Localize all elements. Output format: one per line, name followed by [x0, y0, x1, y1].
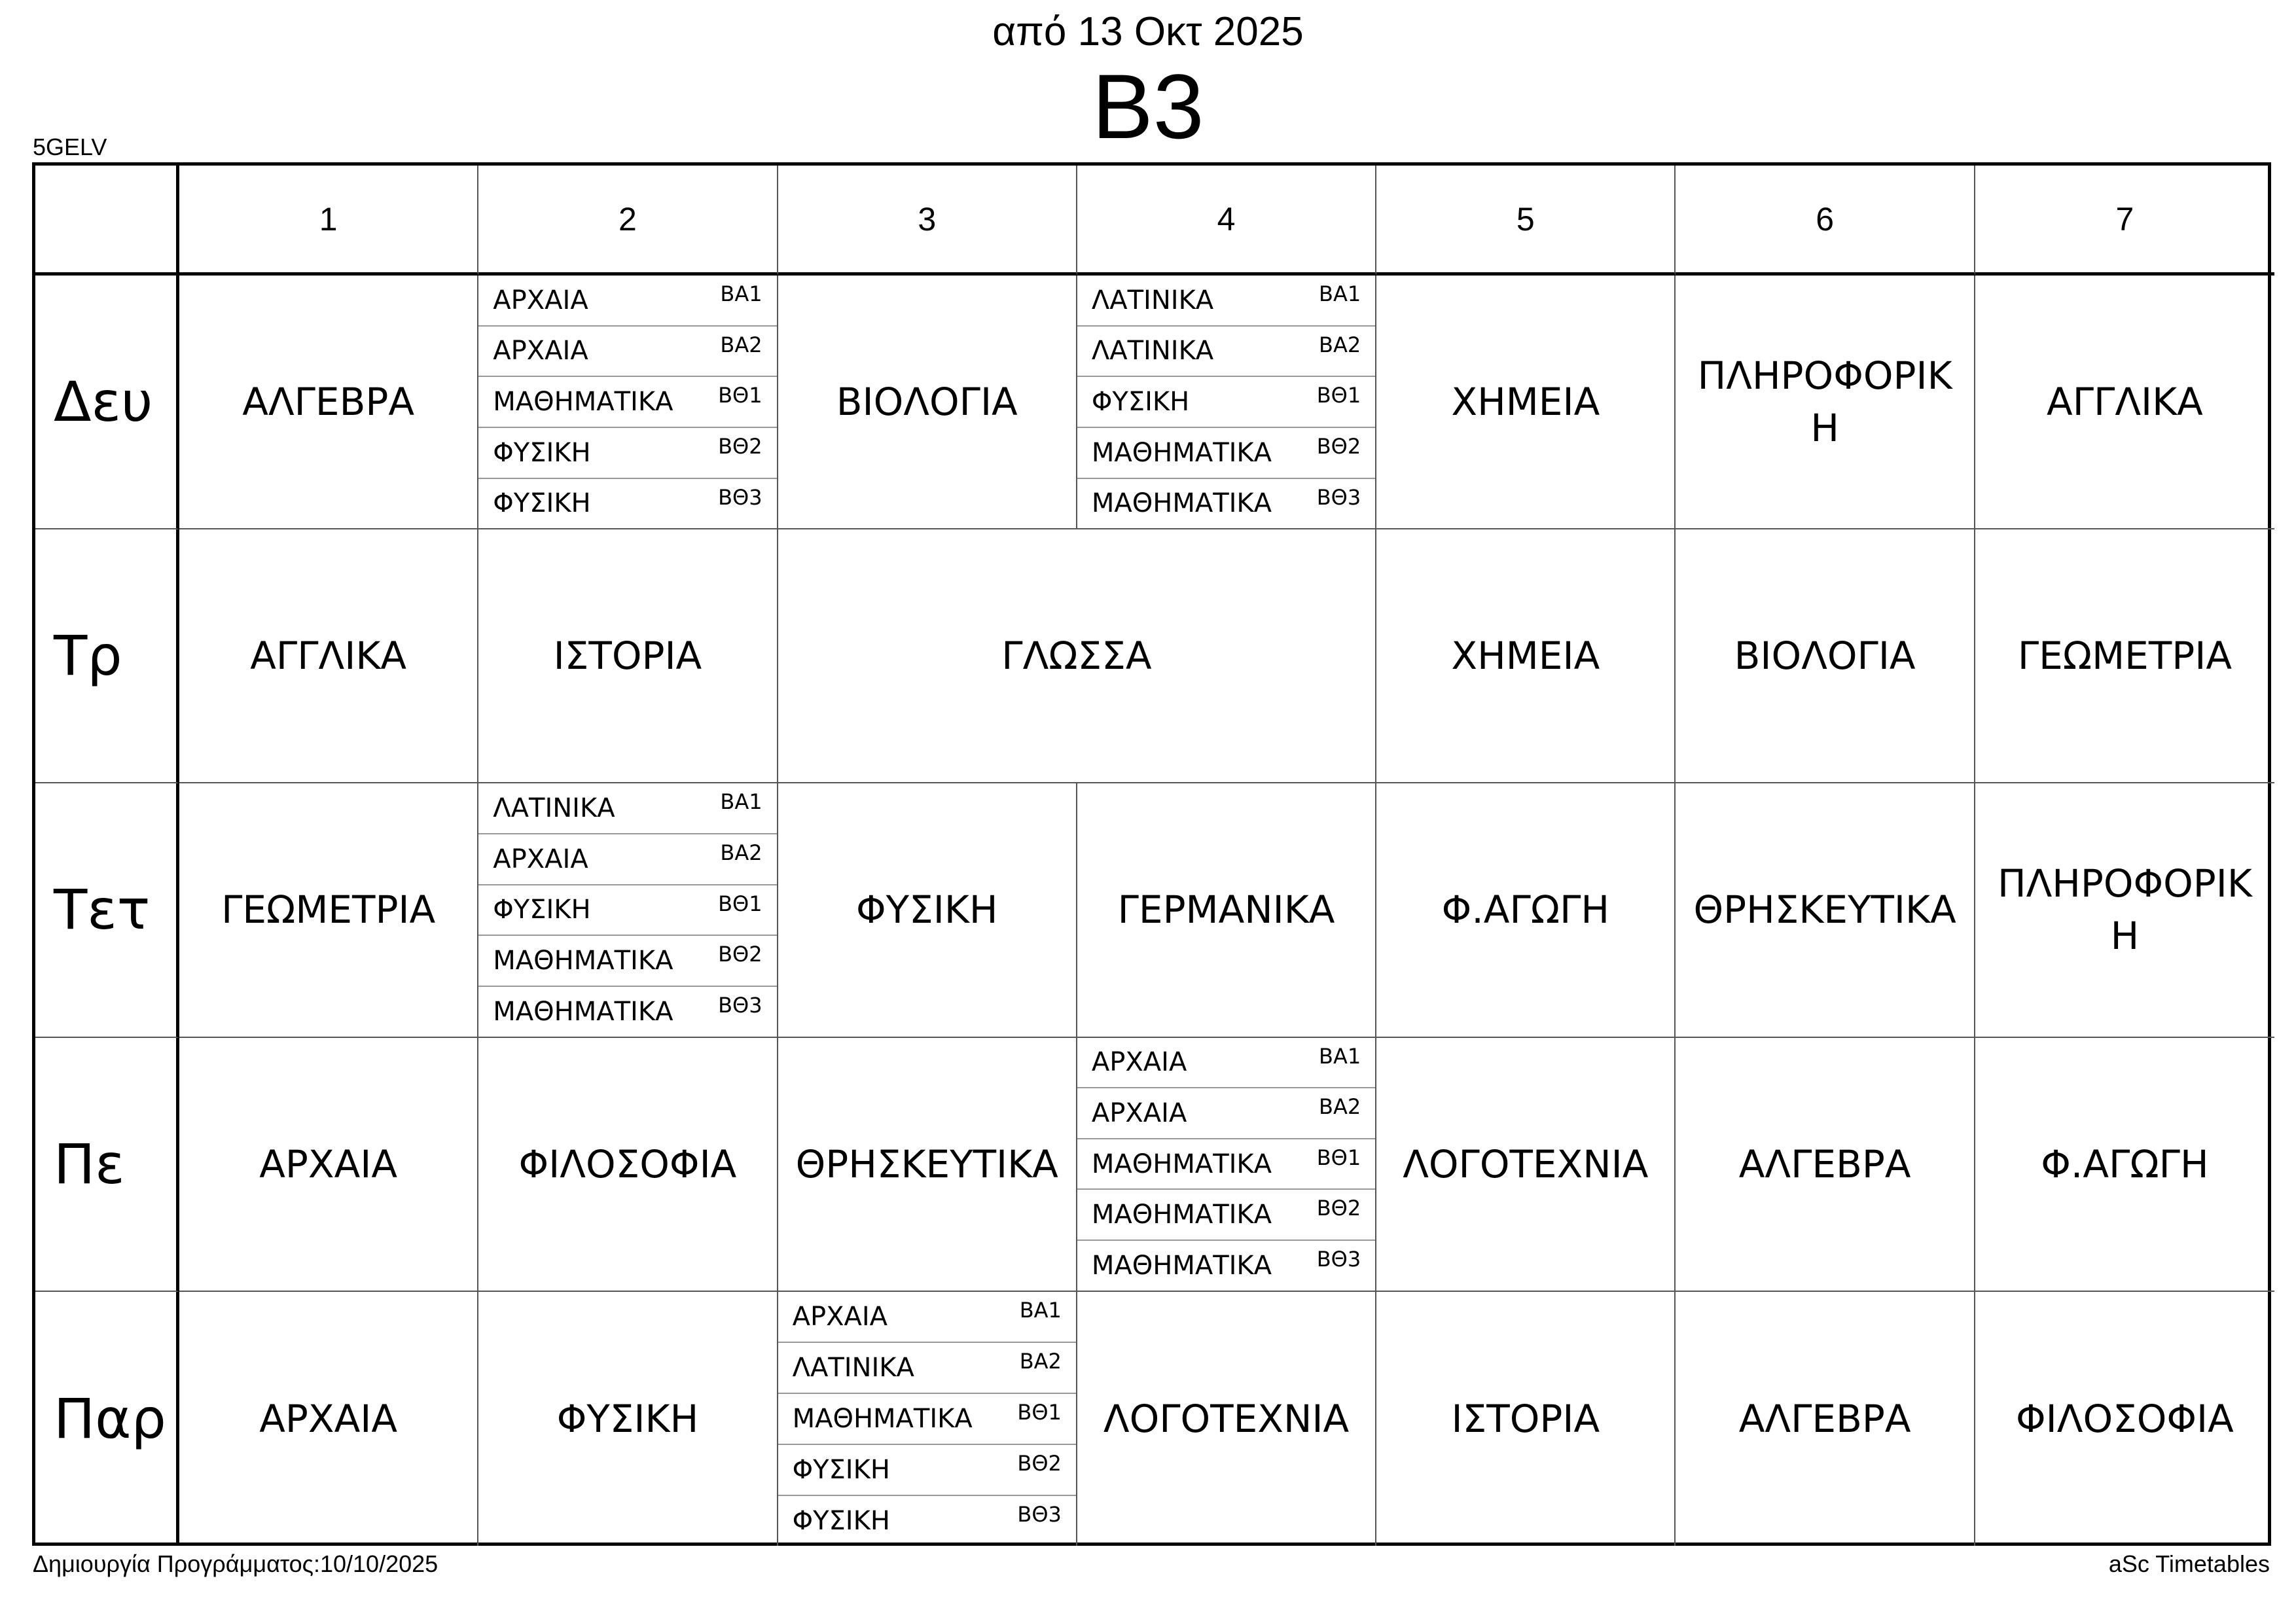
group-subject: ΜΑΘΗΜΑΤΙΚΑ — [1091, 1250, 1272, 1281]
lesson-cell: ΦΥΣΙΚΗ — [478, 1292, 778, 1546]
group-subject: ΜΑΘΗΜΑΤΙΚΑ — [493, 996, 673, 1027]
group-code: ΒΘ1 — [1017, 1399, 1062, 1425]
group-lesson — [478, 276, 776, 327]
lesson-cell: ΓΕΩΜΕΤΡΙΑ — [179, 783, 478, 1037]
group-code: ΒΑ1 — [1318, 1043, 1361, 1069]
lesson-cell: ΓΛΩΣΣΑ — [778, 529, 1377, 783]
group-lesson — [478, 783, 776, 834]
group-lesson — [1077, 327, 1375, 378]
group-code: ΒΑ1 — [720, 281, 762, 306]
timetable-date: από 13 Οκτ 2025 — [992, 9, 1304, 54]
group-lesson — [1077, 1088, 1375, 1139]
lesson-cell: ΑΓΓΛΙΚΑ — [1975, 276, 2274, 529]
group-subject: ΑΡΧΑΙΑ — [1091, 1098, 1187, 1129]
group-lesson — [478, 834, 776, 885]
lesson-cell: Φ.ΑΓΩΓΗ — [1975, 1038, 2274, 1292]
lesson-cell: ΛΟΓΟΤΕΧΝΙΑ — [1077, 1292, 1376, 1546]
group-lesson — [478, 479, 776, 529]
group-code: ΒΘ1 — [1316, 383, 1361, 408]
group-code: ΒΘ2 — [1017, 1450, 1062, 1476]
lesson-group-cell — [1077, 1038, 1376, 1292]
group-subject: ΜΑΘΗΜΑΤΙΚΑ — [1091, 1149, 1272, 1179]
period-header: 1 — [179, 166, 478, 276]
lesson-cell: ΦΥΣΙΚΗ — [778, 783, 1077, 1037]
lesson-cell: ΧΗΜΕΙΑ — [1376, 529, 1676, 783]
group-lesson — [1077, 1190, 1375, 1241]
lesson-cell: ΧΗΜΕΙΑ — [1376, 276, 1676, 529]
day-header: Παρ — [35, 1292, 179, 1546]
group-lesson — [478, 327, 776, 378]
group-subject: ΜΑΘΗΜΑΤΙΚΑ — [493, 946, 673, 976]
day-header: Πε — [35, 1038, 179, 1292]
group-lesson — [478, 936, 776, 987]
group-subject: ΦΥΣΙΚΗ — [1091, 387, 1190, 418]
group-subject: ΜΑΘΗΜΑΤΙΚΑ — [1091, 437, 1272, 468]
lesson-cell: ΑΛΓΕΒΡΑ — [1676, 1038, 1975, 1292]
group-lesson — [778, 1394, 1076, 1445]
lesson-cell: ΒΙΟΛΟΓΙΑ — [1676, 529, 1975, 783]
lesson-cell: ΠΛΗΡΟΦΟΡΙΚ Η — [1975, 783, 2274, 1037]
day-header: Δευ — [35, 276, 179, 529]
lesson-cell: ΒΙΟΛΟΓΙΑ — [778, 276, 1077, 529]
group-subject: ΛΑΤΙΝΙΚΑ — [1091, 336, 1214, 366]
group-subject: ΜΑΘΗΜΑΤΙΚΑ — [493, 387, 673, 418]
group-code: ΒΑ2 — [720, 332, 762, 357]
group-lesson — [1077, 1139, 1375, 1190]
group-code: ΒΘ3 — [1316, 484, 1361, 510]
group-subject: ΜΑΘΗΜΑΤΙΚΑ — [1091, 488, 1272, 519]
group-subject: ΦΥΣΙΚΗ — [493, 437, 591, 468]
timetable-grid — [32, 162, 2271, 1546]
group-subject: ΛΑΤΙΝΙΚΑ — [792, 1352, 914, 1383]
group-code: ΒΑ1 — [720, 789, 762, 815]
lesson-cell: ΙΣΤΟΡΙΑ — [478, 529, 778, 783]
period-header: 6 — [1676, 166, 1975, 276]
lesson-cell: Φ.ΑΓΩΓΗ — [1376, 783, 1676, 1037]
lesson-cell: ΑΡΧΑΙΑ — [179, 1292, 478, 1546]
lesson-group-cell — [1077, 276, 1376, 529]
group-lesson — [1077, 479, 1375, 529]
group-lesson — [1077, 428, 1375, 479]
period-header: 7 — [1975, 166, 2274, 276]
lesson-cell: ΘΡΗΣΚΕΥΤΙΚΑ — [778, 1038, 1077, 1292]
group-lesson — [478, 377, 776, 428]
group-subject: ΑΡΧΑΙΑ — [792, 1301, 888, 1332]
lesson-group-cell — [478, 276, 778, 529]
period-header: 4 — [1077, 166, 1376, 276]
group-code: ΒΘ3 — [718, 992, 762, 1018]
period-header: 5 — [1376, 166, 1676, 276]
lesson-cell: ΙΣΤΟΡΙΑ — [1376, 1292, 1676, 1546]
group-code: ΒΘ3 — [718, 484, 762, 510]
lesson-cell: ΘΡΗΣΚΕΥΤΙΚΑ — [1676, 783, 1975, 1037]
group-subject: ΑΡΧΑΙΑ — [493, 336, 588, 366]
period-header: 3 — [778, 166, 1077, 276]
group-code: ΒΑ2 — [1318, 332, 1361, 357]
group-code: ΒΘ2 — [718, 942, 762, 967]
group-lesson — [478, 885, 776, 936]
group-lesson — [1077, 1241, 1375, 1291]
group-code: ΒΑ2 — [1019, 1348, 1062, 1374]
group-subject: ΦΥΣΙΚΗ — [792, 1454, 890, 1485]
group-lesson — [1077, 276, 1375, 327]
group-lesson — [1077, 1038, 1375, 1089]
lesson-group-cell — [778, 1292, 1077, 1546]
lesson-cell: ΦΙΛΟΣΟΦΙΑ — [2016, 1396, 2234, 1441]
group-code: ΒΘ3 — [1316, 1247, 1361, 1272]
group-subject: ΜΑΘΗΜΑΤΙΚΑ — [792, 1403, 973, 1434]
period-header: 2 — [478, 166, 778, 276]
group-lesson — [778, 1496, 1076, 1546]
group-code: ΒΘ3 — [1017, 1501, 1062, 1527]
group-subject: ΑΡΧΑΙΑ — [1091, 1047, 1187, 1078]
group-code: ΒΘ2 — [1316, 433, 1361, 459]
day-header: Τετ — [35, 783, 179, 1037]
group-code: ΒΑ2 — [720, 840, 762, 866]
group-subject: ΦΥΣΙΚΗ — [493, 895, 591, 925]
software-credit: aSc Timetables — [2108, 1550, 2270, 1577]
group-subject: ΑΡΧΑΙΑ — [493, 285, 588, 315]
lesson-cell: ΑΓΓΛΙΚΑ — [179, 529, 478, 783]
group-code: ΒΘ1 — [1316, 1145, 1361, 1170]
group-code: ΒΘ1 — [718, 891, 762, 916]
group-lesson — [778, 1343, 1076, 1394]
day-header: Τρ — [35, 529, 179, 783]
group-code: ΒΘ1 — [718, 383, 762, 408]
group-code: ΒΑ1 — [1318, 281, 1361, 306]
group-subject: ΜΑΘΗΜΑΤΙΚΑ — [1091, 1200, 1272, 1230]
group-code: ΒΘ2 — [1316, 1196, 1361, 1221]
lesson-cell: ΑΡΧΑΙΑ — [179, 1038, 478, 1292]
group-subject: ΦΥΣΙΚΗ — [493, 488, 591, 519]
lesson-cell: ΓΕΩΜΕΤΡΙΑ — [1975, 529, 2274, 783]
group-code: ΒΘ2 — [718, 433, 762, 459]
group-code: ΒΑ1 — [1019, 1297, 1062, 1323]
lesson-group-cell — [478, 783, 778, 1037]
group-lesson — [778, 1445, 1076, 1496]
corner-cell — [35, 166, 179, 276]
school-code: 5GELV — [33, 134, 107, 160]
lesson-cell: ΦΙΛΟΣΟΦΙΑ — [478, 1038, 778, 1292]
group-lesson — [1077, 377, 1375, 428]
creation-date: Δημιουργία Προγράμματος:10/10/2025 — [33, 1550, 439, 1577]
group-subject: ΛΑΤΙΝΙΚΑ — [493, 793, 615, 824]
group-code: ΒΑ2 — [1318, 1094, 1361, 1120]
group-lesson — [478, 428, 776, 479]
group-subject: ΛΑΤΙΝΙΚΑ — [1091, 285, 1214, 315]
group-lesson — [778, 1292, 1076, 1343]
lesson-cell: ΠΛΗΡΟΦΟΡΙΚ Η — [1676, 276, 1975, 529]
lesson-cell: ΓΕΡΜΑΝΙΚΑ — [1077, 783, 1376, 1037]
group-subject: ΦΥΣΙΚΗ — [792, 1505, 890, 1536]
lesson-cell: ΑΛΓΕΒΡΑ — [1676, 1292, 1975, 1546]
group-subject: ΑΡΧΑΙΑ — [493, 844, 588, 874]
group-lesson — [478, 987, 776, 1037]
class-title: B3 — [1092, 55, 1204, 158]
lesson-cell: ΛΟΓΟΤΕΧΝΙΑ — [1376, 1038, 1676, 1292]
lesson-cell: ΑΛΓΕΒΡΑ — [179, 276, 478, 529]
